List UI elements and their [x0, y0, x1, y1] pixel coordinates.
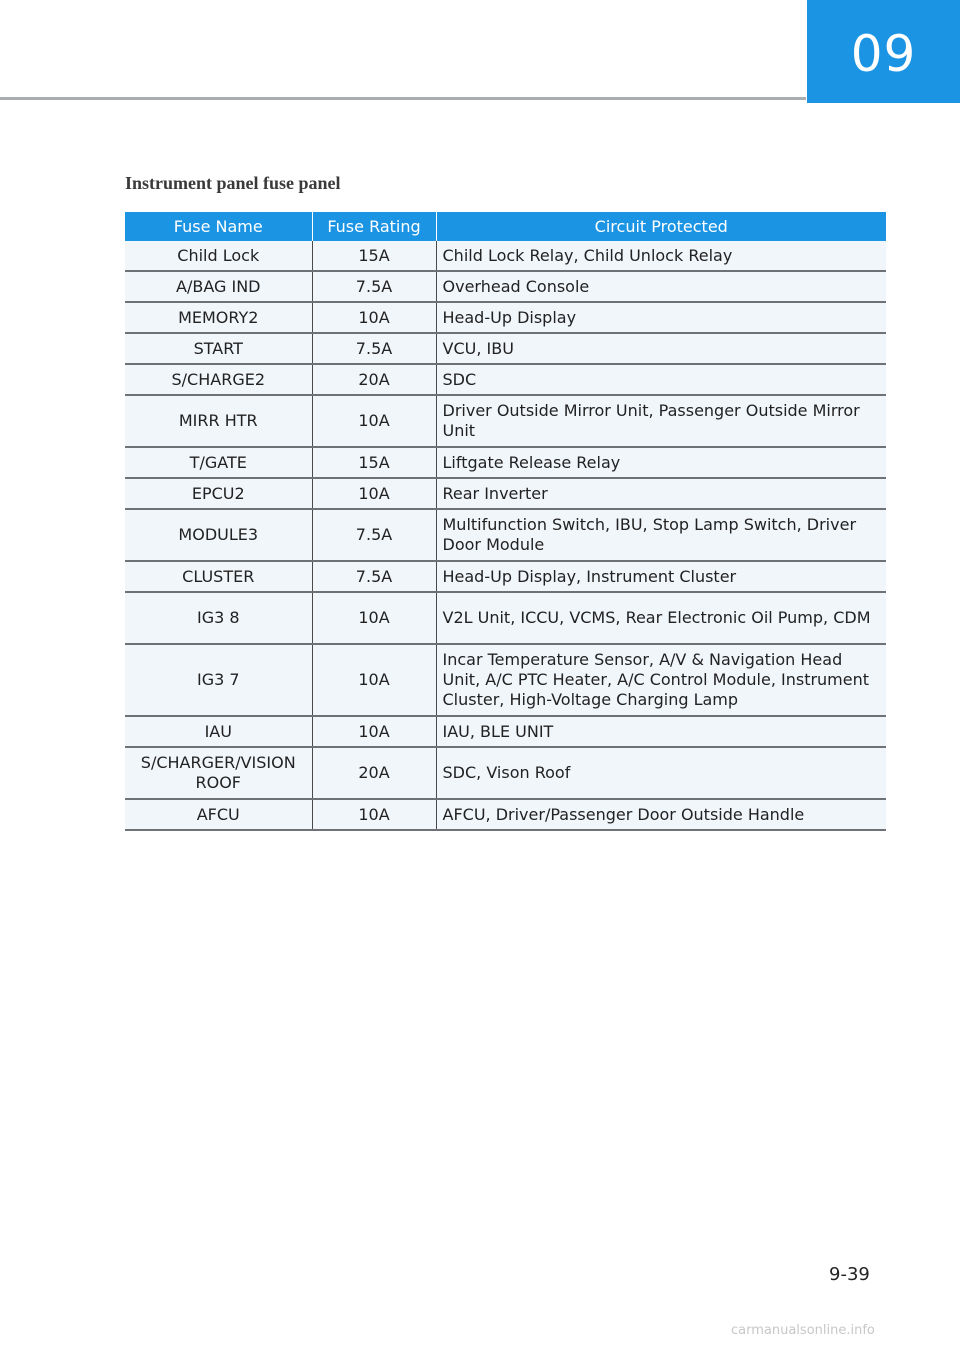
table-row: [125, 271, 886, 302]
page-number: 9-39: [829, 1264, 870, 1285]
circuit-protected-cell: Head-Up Display: [436, 302, 886, 333]
circuit-protected-cell: IAU, BLE UNIT: [436, 716, 886, 747]
table-row: [125, 799, 886, 830]
circuit-protected-cell: Multifunction Switch, IBU, Stop Lamp Switch, Driver Door Module: [436, 509, 886, 561]
circuit-protected-cell: AFCU, Driver/Passenger Door Outside Handle: [436, 799, 886, 830]
circuit-protected-cell: Rear Inverter: [436, 478, 886, 509]
fuse-rating-cell: 10A: [312, 644, 436, 716]
table-row: [125, 364, 886, 395]
fuse-rating-cell: 10A: [312, 478, 436, 509]
table-row: [125, 509, 886, 561]
fuse-name-cell: A/BAG IND: [125, 271, 312, 302]
fuse-table: [125, 212, 886, 831]
fuse-name-cell: MIRR HTR: [125, 395, 312, 447]
table-header-row: [125, 212, 886, 241]
fuse-rating-cell: 20A: [312, 364, 436, 395]
fuse-rating-cell: 7.5A: [312, 271, 436, 302]
circuit-protected-cell: V2L Unit, ICCU, VCMS, Rear Electronic Oil Pump, CDM: [436, 592, 886, 644]
fuse-name-cell: START: [125, 333, 312, 364]
fuse-name-cell: AFCU: [125, 799, 312, 830]
table-row: [125, 592, 886, 644]
fuse-name-cell: S/CHARGE2: [125, 364, 312, 395]
table-row: [125, 302, 886, 333]
circuit-protected-cell: Child Lock Relay, Child Unlock Relay: [436, 241, 886, 271]
table-row: [125, 447, 886, 478]
table-row: [125, 395, 886, 447]
table-row: [125, 478, 886, 509]
fuse-name-cell: MODULE3: [125, 509, 312, 561]
fuse-rating-cell: 10A: [312, 302, 436, 333]
table-row: [125, 716, 886, 747]
circuit-protected-cell: Liftgate Release Relay: [436, 447, 886, 478]
fuse-rating-cell: 7.5A: [312, 333, 436, 364]
column-header-circuit-protected: Circuit Protected: [436, 212, 886, 241]
fuse-rating-cell: 20A: [312, 747, 436, 799]
circuit-protected-cell: SDC: [436, 364, 886, 395]
fuse-rating-cell: 10A: [312, 395, 436, 447]
fuse-rating-cell: 7.5A: [312, 561, 436, 592]
circuit-protected-cell: SDC, Vison Roof: [436, 747, 886, 799]
header-rule: [0, 97, 806, 100]
table-row: [125, 333, 886, 364]
fuse-rating-cell: 15A: [312, 241, 436, 271]
fuse-rating-cell: 7.5A: [312, 509, 436, 561]
column-header-fuse-name: Fuse Name: [125, 212, 312, 241]
column-header-fuse-rating: Fuse Rating: [312, 212, 436, 241]
fuse-rating-cell: 10A: [312, 716, 436, 747]
table-row: [125, 241, 886, 271]
fuse-name-cell: CLUSTER: [125, 561, 312, 592]
fuse-name-cell: IAU: [125, 716, 312, 747]
fuse-name-cell: T/GATE: [125, 447, 312, 478]
fuse-name-cell: EPCU2: [125, 478, 312, 509]
fuse-rating-cell: 10A: [312, 799, 436, 830]
fuse-name-cell: IG3 8: [125, 592, 312, 644]
circuit-protected-cell: Driver Outside Mirror Unit, Passenger Outside Mirror Unit: [436, 395, 886, 447]
fuse-name-cell: Child Lock: [125, 241, 312, 271]
table-row: [125, 644, 886, 716]
circuit-protected-cell: VCU, IBU: [436, 333, 886, 364]
table-row: [125, 747, 886, 799]
circuit-protected-cell: Incar Temperature Sensor, A/V & Navigation Head Unit, A/C PTC Heater, A/C Control Module, Instrument Cluster, High-Voltage Charging Lamp: [436, 644, 886, 716]
fuse-name-cell: S/CHARGER/VISION ROOF: [125, 747, 312, 799]
table-row: [125, 561, 886, 592]
circuit-protected-cell: Head-Up Display, Instrument Cluster: [436, 561, 886, 592]
section-title: Instrument panel fuse panel: [125, 173, 341, 193]
fuse-name-cell: MEMORY2: [125, 302, 312, 333]
fuse-rating-cell: 15A: [312, 447, 436, 478]
fuse-rating-cell: 10A: [312, 592, 436, 644]
watermark: carmanualsonline.info: [731, 1323, 875, 1338]
chapter-tab: 09: [807, 0, 960, 103]
fuse-name-cell: IG3 7: [125, 644, 312, 716]
circuit-protected-cell: Overhead Console: [436, 271, 886, 302]
